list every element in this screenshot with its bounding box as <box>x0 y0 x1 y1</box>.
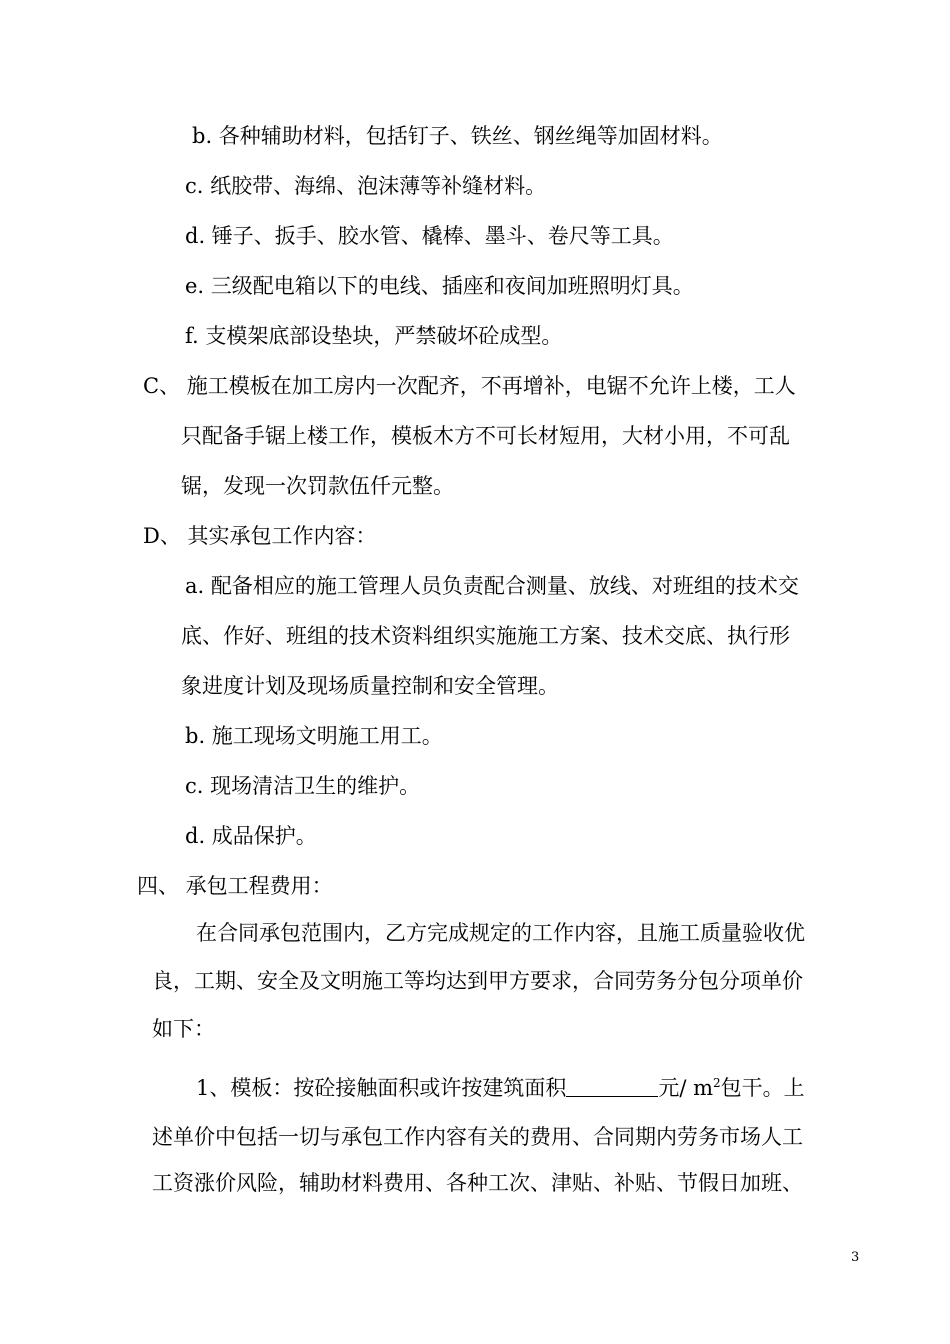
text-line: 象进度计划及现场质量控制和安全管理。 <box>181 674 559 698</box>
text-line: 四、 承包工程费用： <box>137 874 333 898</box>
text-line: 底、作好、班组的技术资料组织实施施工方案、技术交底、执行形 <box>181 624 790 648</box>
text-line: d. 成品保护。 <box>185 824 317 848</box>
text-line: c. 现场清洁卫生的维护。 <box>185 774 421 798</box>
text-line: d. 锤子、扳手、胶水管、橇棒、墨斗、卷尺等工具。 <box>185 224 674 248</box>
text-line: 只配备手锯上楼工作，模板木方不可长材短用，大材小用，不可乱 <box>181 424 790 448</box>
text-line: b. 各种辅助材料，包括钉子、铁丝、钢丝绳等加固材料。 <box>192 124 723 148</box>
text-line: D、 其实承包工作内容： <box>143 524 377 548</box>
text-line: a. 配备相应的施工管理人员负责配合测量、放线、对班组的技术交 <box>185 574 799 598</box>
text-line: 在合同承包范围内，乙方完成规定的工作内容，且施工质量验收优 <box>196 921 805 945</box>
price-line <box>196 1068 805 1103</box>
text-line: 锯，发现一次罚款伍仟元整。 <box>181 474 454 498</box>
text-line: 述单价中包括一切与承包工作内容有关的费用、合同期内劳务市场人工 <box>152 1125 803 1149</box>
text-line: e. 三级配电箱以下的电线、插座和夜间加班照明灯具。 <box>185 274 694 298</box>
page-number: 3 <box>851 1250 860 1265</box>
price-line-unit: 元/ m <box>658 1076 714 1100</box>
price-blank-underline <box>566 1076 658 1097</box>
text-line: b. 施工现场文明施工用工。 <box>185 724 443 748</box>
price-line-suffix: 包干。上 <box>720 1076 805 1100</box>
text-line: 良，工期、安全及文明施工等均达到甲方要求，合同劳务分包分项单价 <box>152 969 803 993</box>
text-line: c. 纸胶带、海绵、泡沫薄等补缝材料。 <box>185 174 547 198</box>
text-line: 工资涨价风险，辅助材料费用、各种工次、津贴、补贴、节假日加班、 <box>152 1171 803 1195</box>
unit-superscript: 2 <box>713 1076 721 1090</box>
text-line: f. 支模架底部设垫块，严禁破坏砼成型。 <box>185 324 563 348</box>
text-line: 如下： <box>152 1017 215 1041</box>
price-line-prefix: 1、模板：按砼接触面积或许按建筑面积 <box>196 1076 567 1100</box>
text-line: C、 施工模板在加工房内一次配齐，不再增补，电锯不允许上楼，工人 <box>143 374 796 398</box>
